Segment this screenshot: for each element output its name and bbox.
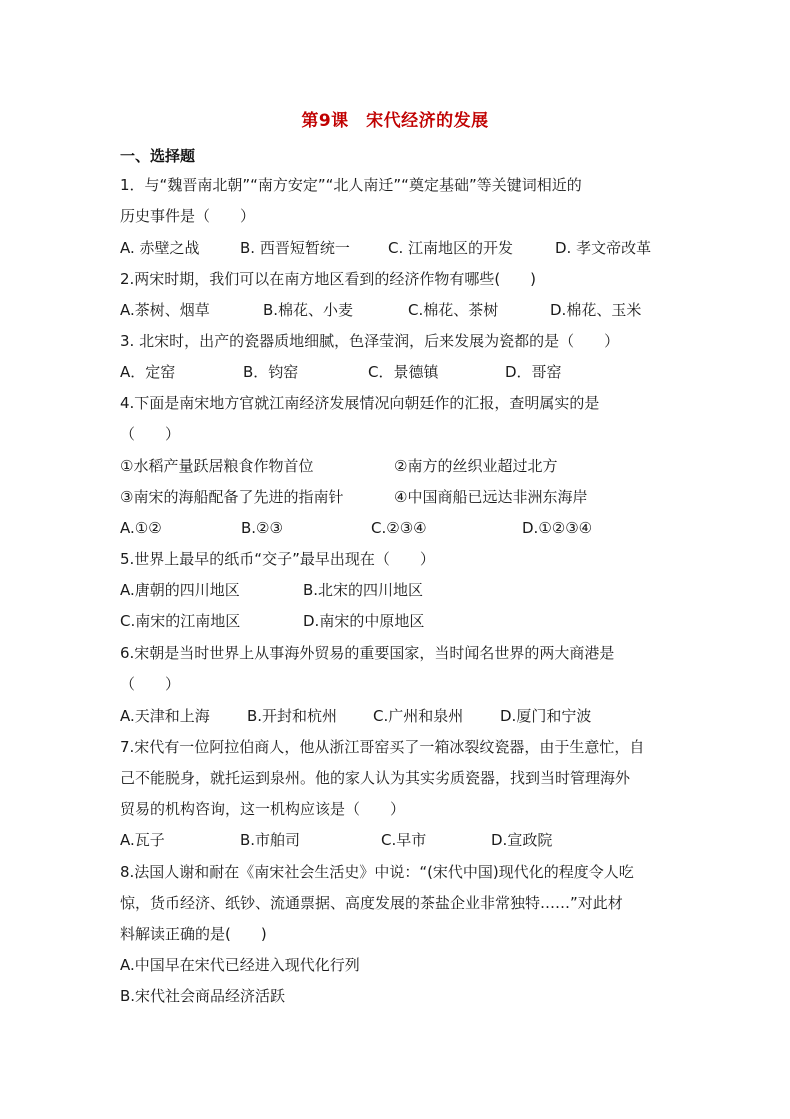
question-6-line-2: （ ）	[120, 675, 181, 693]
question-7-line-2: 己不能脱身，就托运到泉州。他的家人认为其实劣质瓷器，找到当时管理海外	[120, 769, 631, 787]
question-5-option-a: A.唐朝的四川地区	[120, 581, 240, 599]
question-4-option-a: A.①②	[120, 519, 162, 537]
question-3-option-d: D．哥窑	[505, 363, 562, 381]
question-4-option-b: B.②③	[241, 519, 283, 537]
question-6-option-a: A.天津和上海	[120, 707, 210, 725]
question-7-option-b: B.市舶司	[240, 831, 301, 849]
question-4-statement-1: ①水稻产量跃居粮食作物首位	[120, 457, 314, 475]
question-2-line-1: 2.两宋时期，我们可以在南方地区看到的经济作物有哪些( )	[120, 270, 537, 288]
question-4-line-1: 4.下面是南宋地方官就江南经济发展情况向朝廷作的汇报，查明属实的是	[120, 394, 600, 412]
question-1-option-c: C. 江南地区的开发	[388, 239, 514, 257]
question-4-option-d: D.①②③④	[522, 519, 593, 537]
question-5-option-b: B.北宋的四川地区	[303, 581, 424, 599]
question-1-option-b: B. 西晋短暂统一	[240, 239, 350, 257]
question-4-line-2: （ ）	[120, 425, 181, 443]
question-6-line-1: 6.宋朝是当时世界上从事海外贸易的重要国家，当时闻名世界的两大商港是	[120, 644, 615, 662]
question-4-option-c: C.②③④	[371, 519, 427, 537]
question-5-line-1: 5.世界上最早的纸币“交子”最早出现在（ ）	[120, 550, 435, 568]
question-8-option-b: B.宋代社会商品经济活跃	[120, 987, 286, 1005]
question-8-line-2: 惊，货币经济、纸钞、流通票据、高度发展的茶盐企业非常独特……”对此材	[120, 894, 623, 912]
question-7-option-c: C.早市	[381, 831, 427, 849]
question-6-option-c: C.广州和泉州	[373, 707, 464, 725]
question-7-line-1: 7.宋代有一位阿拉伯商人，他从浙江哥窑买了一箱冰裂纹瓷器，由于生意忙，自	[120, 738, 645, 756]
question-5-option-c: C.南宋的江南地区	[120, 612, 241, 630]
question-4-statement-4: ④中国商船已远达非洲东海岸	[394, 488, 588, 506]
question-4-statement-3: ③南宋的海船配备了先进的指南针	[120, 488, 344, 506]
question-2-option-c: C.棉花、茶树	[408, 301, 499, 319]
question-2-option-d: D.棉花、玉米	[550, 301, 642, 319]
question-1-option-d: D. 孝文帝改革	[555, 239, 652, 257]
question-7-line-3: 贸易的机构咨询，这一机构应该是（ ）	[120, 800, 406, 818]
question-8-line-3: 料解读正确的是( )	[120, 925, 267, 943]
section-heading: 一、选择题	[120, 147, 196, 165]
question-5-option-d: D.南宋的中原地区	[303, 612, 425, 630]
question-3-option-a: A．定窑	[120, 363, 176, 381]
question-3-option-c: C．景德镇	[368, 363, 439, 381]
question-6-option-d: D.厦门和宁波	[500, 707, 592, 725]
question-2-option-b: B.棉花、小麦	[263, 301, 354, 319]
question-1-line-2: 历史事件是（ ）	[120, 207, 256, 225]
question-2-option-a: A.茶树、烟草	[120, 301, 210, 319]
question-1-option-a: A. 赤壁之战	[120, 239, 200, 257]
question-4-statement-2: ②南方的丝织业超过北方	[394, 457, 558, 475]
question-6-option-b: B.开封和杭州	[247, 707, 338, 725]
question-3-option-b: B．钧窑	[243, 363, 299, 381]
question-1-line-1: 1．与“魏晋南北朝”“南方安定”“北人南迁”“奠定基础”等关键词相近的	[120, 176, 582, 194]
page-title: 第9课 宋代经济的发展	[301, 111, 489, 131]
question-8-line-1: 8.法国人谢和耐在《南宋社会生活史》中说：“(宋代中国)现代化的程度令人吃	[120, 863, 634, 881]
question-3-line-1: 3. 北宋时，出产的瓷器质地细腻，色泽莹润，后来发展为瓷都的是（ ）	[120, 332, 620, 350]
question-8-option-a: A.中国早在宋代已经进入现代化行列	[120, 956, 360, 974]
question-7-option-a: A.瓦子	[120, 831, 165, 849]
question-7-option-d: D.宣政院	[491, 831, 553, 849]
